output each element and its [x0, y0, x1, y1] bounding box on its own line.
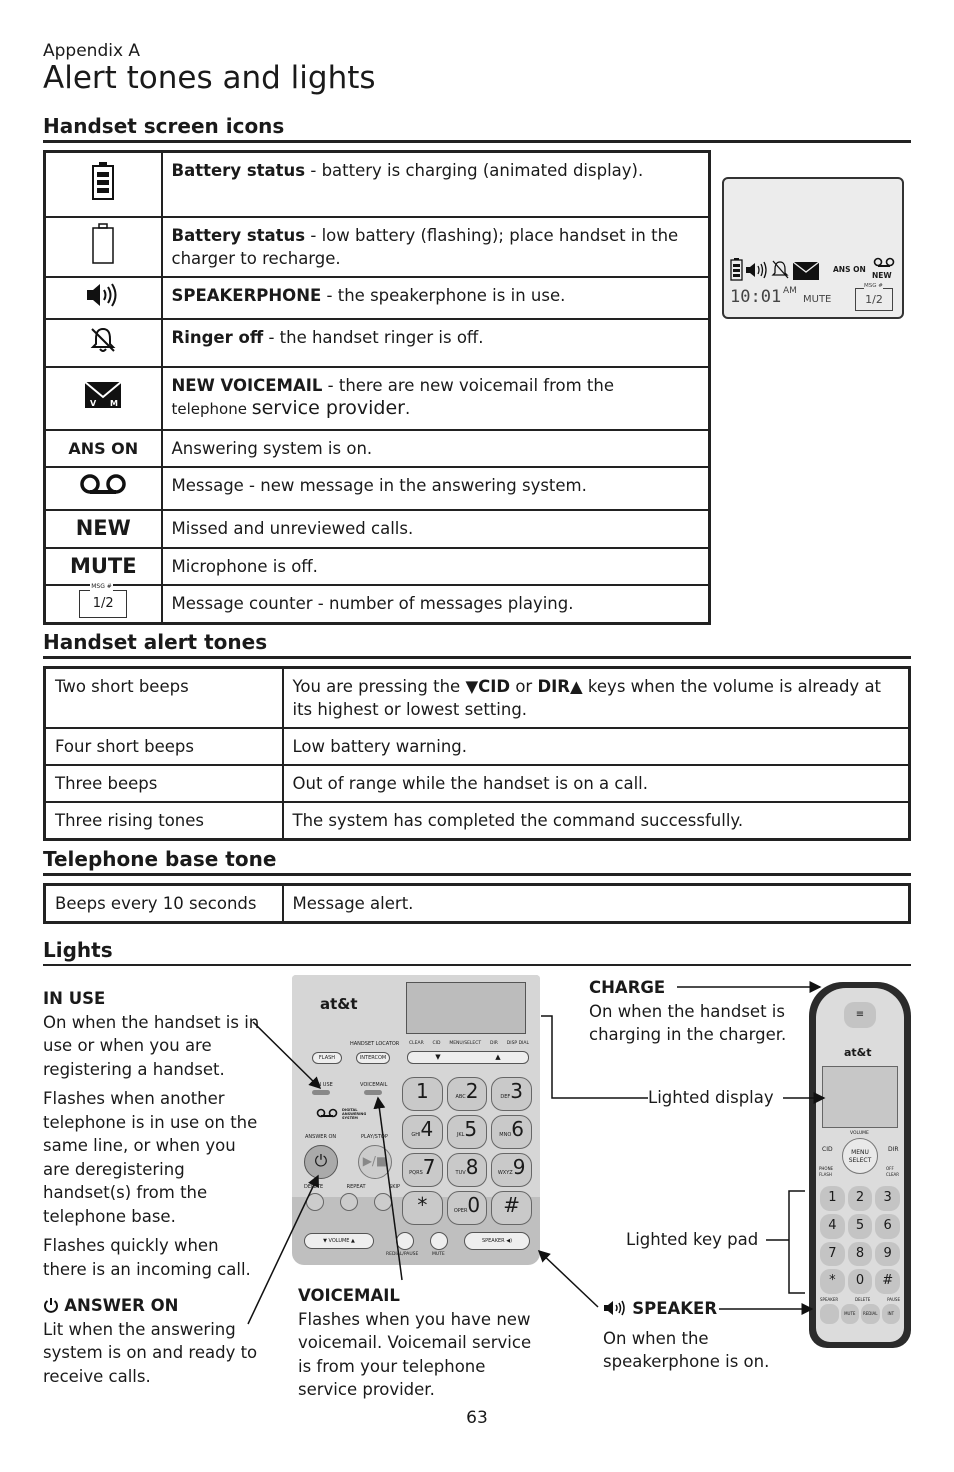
mute-key[interactable]: MUTE — [841, 1304, 860, 1324]
keypad-key[interactable]: TUV8 — [447, 1153, 488, 1187]
table-cell — [162, 217, 710, 277]
in-use-light — [312, 1090, 330, 1095]
display-mute: MUTE — [803, 294, 832, 305]
keypad-key[interactable]: 3 — [875, 1186, 900, 1211]
desc-cell: Low battery warning. — [283, 728, 910, 765]
keypad-key[interactable]: * — [402, 1191, 443, 1225]
table-row — [45, 548, 710, 585]
play-stop-label: PLAY/STOP — [361, 1134, 388, 1140]
redial-key[interactable]: REDIAL — [861, 1304, 880, 1324]
tone-cell: Three rising tones — [45, 802, 283, 840]
keypad-key[interactable]: 0 — [848, 1269, 873, 1294]
intercom-key[interactable]: INT — [882, 1304, 901, 1324]
voicemail-light-label: VOICEMAIL — [360, 1082, 388, 1088]
section-heading-screen-icons: Handset screen icons — [43, 114, 285, 138]
in-use-text: Flashes when another telephone is in use on the same line, or when you are deregistering handset(s) from the telephone base. — [43, 1089, 258, 1226]
menu-select-button[interactable]: MENU SELECT — [842, 1138, 878, 1174]
base-keypad — [402, 1077, 532, 1217]
message-tape-icon — [45, 467, 162, 510]
phone-flash-label: PHONE FLASH — [819, 1166, 834, 1177]
dir-key-label: DIR▲ — [537, 677, 583, 696]
speaker-description — [603, 1297, 823, 1374]
base-message-key-labels — [304, 1184, 400, 1190]
keypad-key[interactable]: JKL5 — [447, 1115, 488, 1149]
base-top-key-labels — [409, 1041, 529, 1046]
handset-keypad — [820, 1186, 900, 1294]
delete-button[interactable] — [306, 1193, 324, 1211]
answer-on-description — [43, 1294, 273, 1388]
base-tone-table — [43, 883, 911, 924]
keypad-key[interactable]: MNO6 — [491, 1115, 532, 1149]
ringer-off-icon — [45, 319, 162, 367]
table-cell: Message - new message in the answering system. — [162, 467, 710, 510]
keypad-key[interactable]: GHI4 — [402, 1115, 443, 1149]
keypad-key[interactable]: ABC2 — [447, 1077, 488, 1111]
counter-value: 1/2 — [92, 595, 114, 611]
battery-charging-icon — [45, 152, 162, 217]
handset-display — [822, 1066, 898, 1128]
row-label: NEW VOICEMAIL — [171, 375, 323, 395]
section-heading-lights: Lights — [43, 938, 113, 962]
table-cell: Message counter - number of messages playing. — [162, 585, 710, 624]
row-label: Battery status — [171, 225, 306, 245]
navigation-buttons[interactable] — [407, 1051, 529, 1064]
row-text: - the handset ringer is off. — [263, 327, 484, 347]
message-counter-icon — [45, 582, 162, 624]
desc-text: You are pressing the — [292, 677, 466, 696]
speakerphone-icon — [45, 277, 162, 319]
handset-bottom-labels: SPEAKER DELETE PAUSE — [820, 1297, 900, 1302]
row-text: - the speakerphone is in use. — [321, 285, 566, 305]
desc-cell: The system has completed the command successfully. — [283, 802, 910, 840]
appendix-label: Appendix A — [43, 41, 141, 61]
ans-on-icon: ANS ON — [45, 430, 162, 467]
voicemail-envelope-icon — [45, 367, 162, 430]
speaker-icon — [603, 1299, 627, 1317]
table-cell: Missed and unreviewed calls. — [162, 510, 710, 548]
svg-text:V: V — [90, 399, 97, 408]
intercom-button[interactable]: INTERCOM — [356, 1052, 390, 1064]
digital-answering-label: DIGITAL ANSWERING SYSTEM — [342, 1108, 367, 1120]
handset-screen-illustration — [722, 177, 904, 319]
ringer-off-icon — [773, 261, 788, 278]
voicemail-light — [364, 1090, 382, 1095]
key-label: DELETE — [304, 1184, 324, 1190]
keypad-key[interactable]: PQRS7 — [402, 1153, 443, 1187]
keypad-key[interactable]: # — [491, 1191, 532, 1225]
keypad-key[interactable]: 7 — [820, 1242, 845, 1267]
charge-description — [589, 976, 804, 1047]
table-cell: Answering system is on. — [162, 430, 710, 467]
in-use-text: Flashes quickly when there is an incoming call. — [43, 1236, 251, 1279]
table-cell — [162, 152, 710, 217]
earpiece: ≡ — [844, 1002, 876, 1028]
battery-low-icon — [45, 217, 162, 277]
telephone-base-illustration — [292, 975, 540, 1265]
desc-text: or — [510, 677, 538, 696]
row-text: - battery is charging (animated display). — [305, 161, 644, 180]
section-heading-alert-tones: Handset alert tones — [43, 630, 268, 654]
speaker-title: SPEAKER — [632, 1299, 718, 1318]
keypad-key[interactable]: * — [820, 1269, 845, 1294]
display-ampm: AM — [783, 286, 797, 296]
att-logo: at&t — [320, 995, 358, 1013]
lighted-keypad-label: Lighted key pad — [626, 1230, 759, 1249]
table-row — [45, 510, 710, 548]
tone-cell: Four short beeps — [45, 728, 283, 765]
ans-on-indicator: ANS ON — [833, 265, 866, 274]
message-tape-icon — [873, 257, 895, 269]
power-icon — [43, 1297, 59, 1313]
screen-icons-table — [43, 150, 711, 625]
keypad-key[interactable]: 8 — [848, 1242, 873, 1267]
flash-button[interactable]: FLASH — [312, 1052, 342, 1064]
page-number: 63 — [466, 1408, 488, 1428]
display-time: 10:01 — [730, 287, 782, 307]
section-rule — [43, 140, 911, 143]
table-row — [45, 765, 910, 802]
volume-label: VOLUME — [850, 1131, 869, 1136]
answer-on-label: ANSWER ON — [305, 1134, 337, 1140]
table-row — [45, 367, 710, 430]
new-indicator: NEW — [872, 271, 892, 280]
speakerphone-icon — [746, 262, 766, 278]
key-label: MENU/SELECT — [449, 1041, 482, 1046]
table-row — [45, 430, 710, 467]
counter-label: MSG # — [864, 283, 883, 289]
new-calls-icon: NEW — [45, 510, 162, 548]
charge-text: On when the handset is charging in the charger. — [589, 1001, 787, 1044]
volume-button[interactable]: ▼ VOLUME ▲ — [304, 1233, 374, 1249]
speaker-text: On when the speakerphone is on. — [603, 1328, 770, 1371]
in-use-light-label: IN USE — [316, 1082, 333, 1088]
table-row — [45, 217, 710, 277]
key-label: SKIP — [389, 1184, 400, 1190]
table-row — [45, 319, 710, 367]
handset-bottom-keys — [820, 1304, 900, 1324]
att-logo: at&t — [844, 1046, 872, 1059]
desc-cell — [283, 668, 910, 729]
svg-text:M: M — [110, 399, 119, 408]
table-row — [45, 152, 710, 217]
lighted-keypad-bracket — [789, 1191, 805, 1293]
row-label: Battery status — [171, 161, 306, 180]
voicemail-title: VOICEMAIL — [298, 1286, 400, 1305]
table-cell — [162, 277, 710, 319]
tone-cell: Beeps every 10 seconds — [45, 885, 283, 923]
answer-on-button[interactable]: ⏻ — [304, 1145, 338, 1179]
redial-pause-label: REDIAL/PAUSE — [386, 1252, 419, 1257]
voicemail-description — [298, 1284, 548, 1402]
table-row — [45, 728, 910, 765]
keypad-key[interactable]: 9 — [875, 1242, 900, 1267]
section-heading-base-tone: Telephone base tone — [43, 847, 277, 871]
row-text: - there are new voicemail from the — [322, 375, 615, 395]
base-display — [406, 982, 526, 1034]
answer-on-title: ANSWER ON — [64, 1296, 179, 1315]
desc-text: keys when the volume is already at its highest or lowest setting. — [292, 677, 882, 719]
row-label: SPEAKERPHONE — [171, 285, 322, 305]
page-title: Alert tones and lights — [43, 60, 376, 96]
repeat-button[interactable] — [340, 1193, 358, 1211]
mute-button[interactable] — [430, 1232, 448, 1250]
speaker-key[interactable] — [820, 1304, 839, 1324]
keypad-key[interactable]: OPER0 — [447, 1191, 488, 1225]
table-cell — [162, 367, 710, 430]
keypad-key[interactable]: 2 — [848, 1186, 873, 1211]
up-arrow-icon[interactable]: ▲ — [495, 1053, 501, 1061]
message-tape-icon — [316, 1108, 338, 1118]
table-row — [45, 802, 910, 840]
speaker-button[interactable]: SPEAKER ◀) — [464, 1232, 530, 1250]
skip-button[interactable] — [374, 1193, 392, 1211]
voicemail-text: Flashes when you have new voicemail. Voicemail service is from your telephone service provider. — [298, 1309, 532, 1399]
in-use-description — [43, 987, 265, 1281]
key-label: CLEAR — [409, 1041, 424, 1046]
down-arrow-icon[interactable]: ▼ — [435, 1053, 441, 1061]
key-label: DIR — [490, 1041, 498, 1046]
keypad-key[interactable]: 5 — [848, 1214, 873, 1239]
table-row — [45, 885, 910, 923]
section-rule — [43, 656, 911, 659]
in-use-title: IN USE — [43, 989, 106, 1008]
section-rule — [43, 873, 911, 876]
off-clear-label: OFF CLEAR — [886, 1166, 900, 1177]
tone-cell: Three beeps — [45, 765, 283, 802]
table-row — [45, 668, 910, 729]
battery-icon — [731, 258, 742, 280]
key-label: REPEAT — [346, 1184, 366, 1190]
alert-tones-table — [43, 666, 911, 841]
key-label: DISP DIAL — [506, 1041, 529, 1046]
display-msg-counter — [855, 283, 893, 311]
cordless-handset-illustration — [809, 982, 911, 1348]
keypad-key[interactable]: DEF3 — [491, 1077, 532, 1111]
keypad-key[interactable]: 6 — [875, 1214, 900, 1239]
play-stop-button[interactable]: ▶/■ — [358, 1145, 392, 1179]
voicemail-envelope-icon — [793, 262, 819, 280]
counter-label: MSG # — [91, 582, 112, 590]
row-text: . — [404, 398, 411, 418]
keypad-key[interactable]: 4 — [820, 1214, 845, 1239]
row-text: service provider — [251, 396, 405, 419]
table-cell: Microphone is off. — [162, 548, 710, 585]
answer-on-text: Lit when the answering system is on and ready to receive calls. — [43, 1319, 258, 1386]
keypad-key[interactable]: WXYZ9 — [491, 1153, 532, 1187]
table-cell — [162, 319, 710, 367]
lighted-display-label: Lighted display — [648, 1088, 774, 1107]
table-row — [45, 585, 710, 624]
redial-pause-button[interactable] — [396, 1232, 414, 1250]
desc-cell: Out of range while the handset is on a call. — [283, 765, 910, 802]
key-label: CID — [432, 1041, 441, 1046]
mute-label: MUTE — [432, 1252, 445, 1257]
charge-title: CHARGE — [589, 978, 666, 997]
dir-label: DIR — [888, 1146, 899, 1153]
keypad-key[interactable]: 1 — [820, 1186, 845, 1211]
table-row — [45, 277, 710, 319]
desc-cell: Message alert. — [283, 885, 910, 923]
handset-locator-label: HANDSET LOCATOR — [350, 1041, 400, 1047]
row-label: Ringer off — [171, 327, 264, 347]
keypad-key[interactable]: # — [875, 1269, 900, 1294]
counter-value: 1/2 — [865, 293, 883, 306]
row-text: - low battery (flashing); place handset in the charger to recharge. — [171, 225, 679, 268]
section-rule — [43, 964, 911, 966]
tone-cell: Two short beeps — [45, 668, 283, 729]
cid-key-label: ▼CID — [465, 677, 511, 696]
cid-label: CID — [822, 1146, 833, 1153]
keypad-key[interactable]: 1 — [402, 1077, 443, 1111]
row-text: telephone — [171, 399, 252, 418]
table-row — [45, 467, 710, 510]
mute-icon: MUTE — [45, 548, 162, 585]
in-use-text: On when the handset is in use or when you are registering a handset. — [43, 1012, 260, 1079]
